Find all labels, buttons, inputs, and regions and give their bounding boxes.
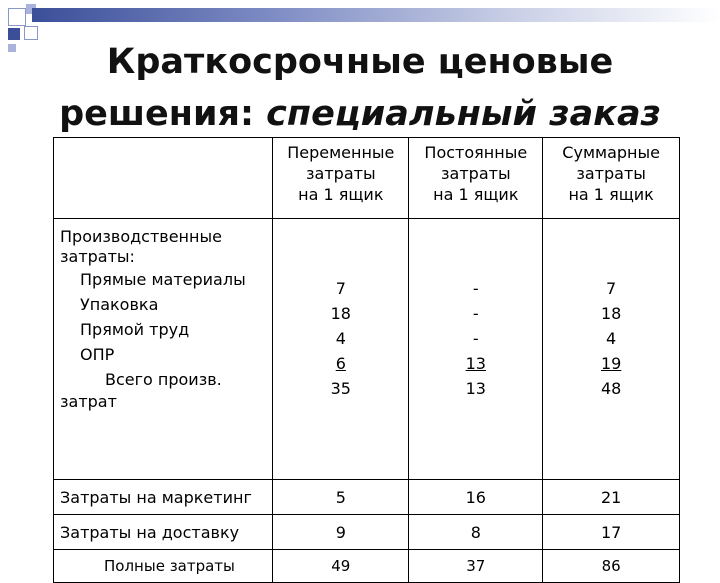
marketing-label: Затраты на маркетинг: [54, 480, 273, 515]
marketing-total: 21: [543, 480, 680, 515]
marketing-variable: 5: [273, 480, 409, 515]
production-label-cell: Производственные затраты: Прямые материалы Упаковка Прямой труд ОПР Всего произв. затрат: [54, 219, 273, 480]
corner-square-5: [24, 26, 38, 40]
table-row-production: [54, 219, 680, 480]
header-total: Суммарные затраты на 1 ящик: [543, 138, 680, 219]
item-subtotal-line1: Всего произв.: [105, 370, 222, 389]
production-fixed-cell: - - - 13 13: [409, 219, 543, 480]
table-header-row: [54, 138, 680, 219]
production-variable-cell: 7 18 4 6 35: [273, 219, 409, 480]
item-packaging: Упаковка: [80, 295, 159, 314]
production-total-cell: 7 18 4 19 48: [543, 219, 680, 480]
full-costs-fixed: 37: [409, 550, 543, 583]
header-gradient-bar: [32, 8, 720, 22]
item-direct-labor: Прямой труд: [80, 320, 190, 339]
title-main: решения:: [59, 94, 254, 134]
item-direct-materials: Прямые материалы: [80, 270, 246, 289]
table-row-marketing: [54, 480, 680, 515]
item-subtotal-line2: затрат: [60, 392, 117, 411]
full-costs-total: 86: [543, 550, 680, 583]
delivery-fixed: 8: [409, 515, 543, 550]
item-overhead: ОПР: [80, 345, 115, 364]
header-empty-cell: [54, 138, 273, 219]
delivery-total: 17: [543, 515, 680, 550]
full-costs-variable: 49: [273, 550, 409, 583]
cost-table: [53, 137, 680, 583]
table-row-delivery: [54, 515, 680, 550]
header-fixed: Постоянные затраты на 1 ящик: [409, 138, 543, 219]
table-row-full-costs: [54, 550, 680, 583]
marketing-fixed: 16: [409, 480, 543, 515]
full-costs-label: Полные затраты: [54, 550, 273, 583]
title-subtitle: специальный заказ: [266, 94, 661, 134]
header-variable: Переменные затраты на 1 ящик: [273, 138, 409, 219]
delivery-variable: 9: [273, 515, 409, 550]
corner-square-4: [8, 28, 20, 40]
delivery-label: Затраты на доставку: [54, 515, 273, 550]
slide-title-line2: [0, 94, 720, 134]
corner-square-1: [8, 8, 26, 26]
slide-title-line1: Краткосрочные ценовые: [106, 42, 614, 82]
